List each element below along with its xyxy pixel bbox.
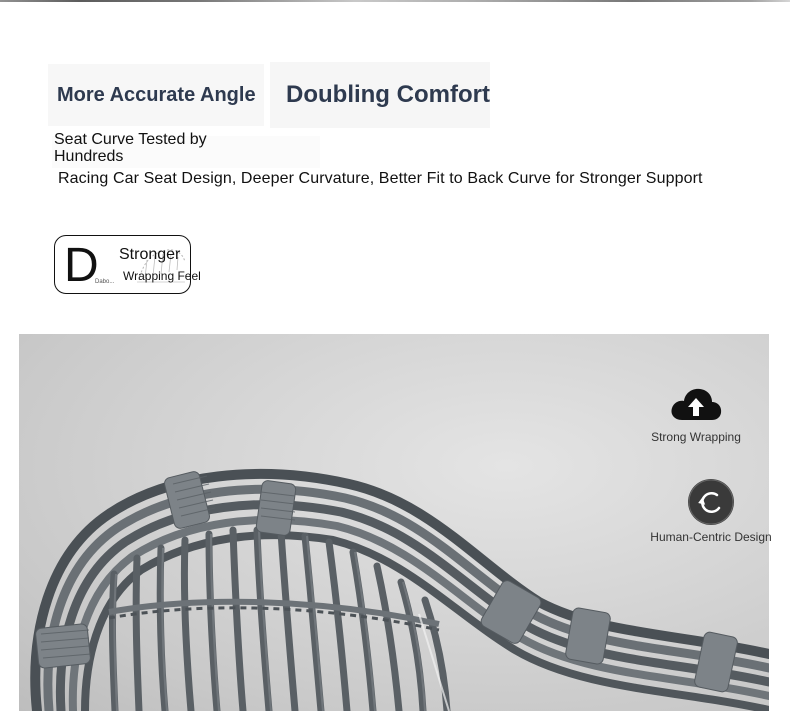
badge-title: Stronger (119, 246, 181, 263)
badge-letter: D (64, 239, 99, 292)
feature-human-centric-label: Human-Centric Design (650, 530, 772, 544)
feature-human-centric (646, 478, 776, 544)
feature-strong-wrapping (640, 384, 752, 444)
heading-doubling-comfort-text: Doubling Comfort (286, 81, 490, 108)
feature-strong-wrapping-label: Strong Wrapping (651, 430, 741, 444)
badge-tiny-text: Dabo... (95, 279, 115, 285)
subheading: Seat Curve Tested by Hundreds (54, 131, 207, 165)
refresh-icon (687, 478, 735, 526)
heading-accurate-angle-text: More Accurate Angle (57, 83, 256, 106)
heading-accurate-angle (48, 64, 264, 126)
cloud-upload-icon (668, 384, 724, 426)
top-divider (0, 0, 790, 2)
stronger-badge (54, 235, 201, 294)
heading-doubling-comfort (270, 62, 490, 128)
description-text: Racing Car Seat Design, Deeper Curvature, Better Fit to Back Curve for Stronger Support (58, 170, 703, 187)
badge-subtitle: Wrapping Feel (123, 269, 201, 283)
